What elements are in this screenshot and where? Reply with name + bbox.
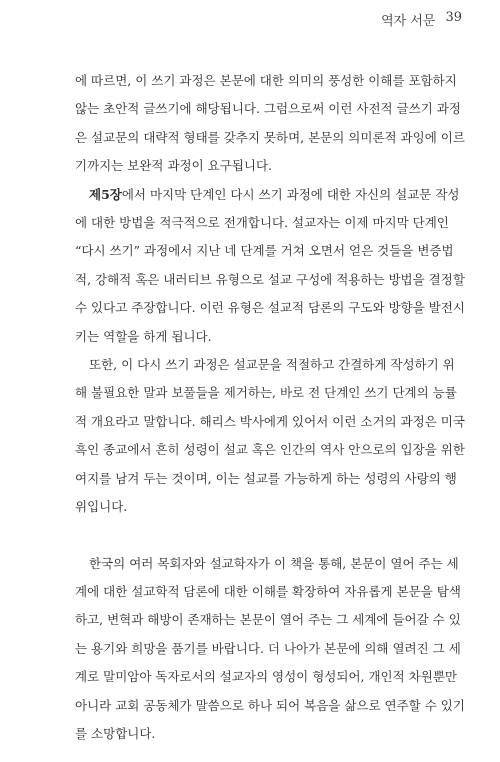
text-line: 하고, 변혁과 해방이 존재하는 본문이 열어 주는 그 세계에 들어갈 수 있	[75, 612, 461, 628]
paragraph-2	[75, 181, 465, 351]
text-line: 계로 말미암아 독자로서의 설교자의 영성이 형성되어, 개인적 차원뿐만	[75, 669, 457, 685]
text-line: 기까지는 보완적 과정이 요구됩니다.	[75, 158, 273, 174]
chapter-reference: 제5장	[89, 186, 122, 202]
text-line: “다시 쓰기” 과정에서 지난 네 단계를 거쳐 오면서 얻은 것들을 변증법	[75, 243, 454, 259]
paragraph-4	[75, 550, 465, 749]
text-line: 않는 초안적 글쓰기에 해당됩니다. 그럼으로써 이런 사전적 글쓰기 과정	[75, 101, 461, 117]
text-line	[75, 181, 460, 209]
text-line: 여지를 남겨 두는 것이며, 이는 설교를 가능하게 하는 성령의 사랑의 행	[75, 470, 457, 486]
text-line: 는 용기와 희망을 품기를 바랍니다. 더 나아가 본문에 의해 열려진 그 세	[75, 640, 461, 656]
text-line: 은 설교문의 대략적 형태를 갖추지 못하며, 본문의 의미론적 과잉에 이르	[75, 129, 465, 145]
text-line: 흑인 종교에서 흔히 성령이 설교 혹은 인간의 역사 안으로의 입장을 위한	[75, 442, 465, 458]
running-header-section: 역자 서문	[381, 14, 436, 29]
text-line: 수 있다고 주장합니다. 이런 유형은 설교적 담론의 구도와 방향을 발전시	[75, 300, 465, 316]
text-line: 키는 역할을 하게 됩니다.	[75, 328, 212, 344]
text-line: 해 불필요한 말과 보풀들을 제거하는, 바로 전 단계인 쓰기 단계의 능률	[75, 385, 457, 401]
text-line: 위입니다.	[75, 499, 128, 515]
paragraph-3	[75, 351, 465, 521]
text-line: 계에 대한 설교학적 담론에 대한 이해를 확장하여 자유롭게 본문을 탐색	[75, 583, 461, 599]
text-line: 적 개요라고 말합니다. 해리스 박사에게 있어서 이런 소거의 과정은 미국	[75, 413, 465, 429]
text-line: 를 소망합니다.	[75, 725, 156, 741]
text-line: 한국의 여러 목회자와 설교학자가 이 책을 통해, 본문이 열어 주는 세	[89, 555, 459, 571]
text-line: 에 따르면, 이 쓰기 과정은 본문에 대한 의미의 풍성한 이해를 포함하지	[75, 73, 457, 88]
running-header	[381, 10, 462, 29]
text-line: 적, 강해적 혹은 내러티브 유형으로 설교 구성에 적용하는 방법을 결정할	[75, 271, 465, 287]
text-line-rest: 에서 마지막 단계인 다시 쓰기 과정에 대한 자신의 설교문 작성	[121, 186, 460, 202]
text-line: 또한, 이 다시 쓰기 과정은 설교문을 적절하고 간결하게 작성하기 위	[89, 357, 455, 373]
text-line: 에 대한 방법을 적극적으로 전개합니다. 설교자는 이제 마지막 단계인	[75, 215, 449, 231]
paragraph-1	[75, 67, 465, 181]
text-line: 아니라 교회 공동체가 말씀으로 하나 되어 복음을 삶으로 연주할 수 있기	[75, 697, 465, 713]
page-number: 39	[445, 10, 462, 25]
body-text	[75, 67, 465, 748]
